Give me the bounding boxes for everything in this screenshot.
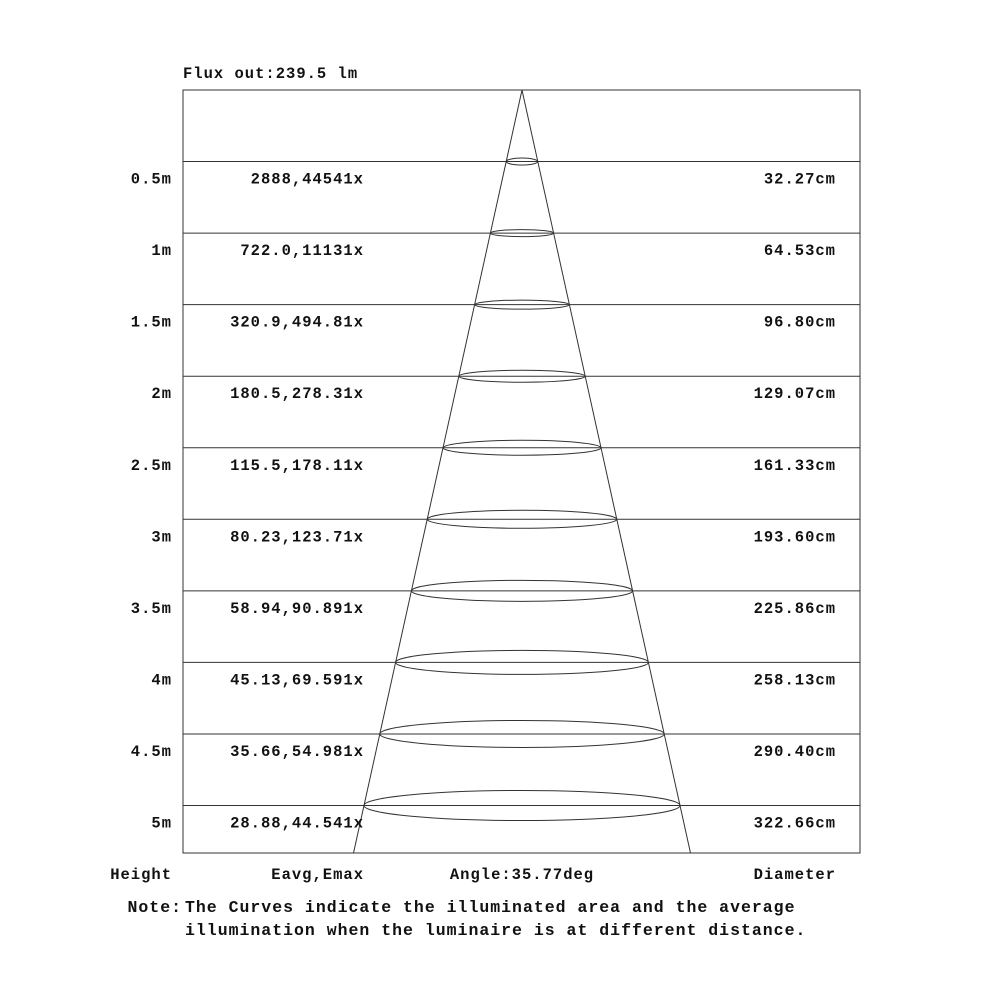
note-prefix: Note: bbox=[127, 898, 182, 917]
footer-height-label: Height bbox=[110, 866, 172, 884]
row-diameter-label: 258.13cm bbox=[753, 671, 836, 690]
row-height-label: 2.5m bbox=[130, 456, 172, 475]
row-illuminance-label: 722.0,11131x bbox=[240, 242, 364, 261]
note-line-1: The Curves indicate the illuminated area and the average bbox=[185, 898, 796, 917]
note-line-2: illumination when the luminaire is at different distance. bbox=[185, 921, 807, 940]
row-diameter-label: 32.27cm bbox=[763, 170, 836, 189]
row-illuminance-label: 2888,44541x bbox=[250, 170, 364, 189]
row-diameter-label: 129.07cm bbox=[753, 385, 836, 404]
row-height-label: 5m bbox=[151, 814, 172, 833]
row-height-label: 3.5m bbox=[130, 599, 172, 618]
row-diameter-label: 290.40cm bbox=[753, 742, 836, 761]
footer-eavg-emax-label: Eavg,Emax bbox=[271, 866, 364, 884]
row-illuminance-label: 320.9,494.81x bbox=[230, 313, 364, 332]
row-illuminance-label: 80.23,123.71x bbox=[230, 528, 364, 547]
beam-cone bbox=[354, 90, 691, 853]
footer-angle-label: Angle:35.77deg bbox=[449, 866, 595, 884]
row-illuminance-label: 115.5,178.11x bbox=[230, 456, 364, 475]
row-illuminance-label: 28.88,44.541x bbox=[230, 814, 364, 833]
row-labels bbox=[131, 171, 836, 833]
row-illuminance-label: 35.66,54.981x bbox=[230, 742, 364, 761]
row-diameter-label: 64.53cm bbox=[763, 242, 836, 261]
row-diameter-label: 322.66cm bbox=[753, 814, 836, 833]
row-diameter-label: 193.60cm bbox=[753, 528, 836, 547]
row-illuminance-label: 180.5,278.31x bbox=[230, 385, 364, 404]
row-height-label: 4m bbox=[151, 671, 172, 690]
row-height-label: 4.5m bbox=[130, 742, 172, 761]
row-height-label: 1m bbox=[151, 242, 172, 261]
row-illuminance-label: 58.94,90.891x bbox=[230, 599, 364, 618]
row-diameter-label: 225.86cm bbox=[753, 599, 836, 618]
row-height-label: 0.5m bbox=[130, 170, 172, 189]
row-height-label: 2m bbox=[151, 385, 172, 404]
flux-label: Flux out:239.5 lm bbox=[183, 65, 359, 83]
cone-left-edge bbox=[354, 90, 522, 853]
row-diameter-label: 96.80cm bbox=[763, 313, 836, 332]
row-illuminance-label: 45.13,69.591x bbox=[230, 671, 364, 690]
row-height-label: 1.5m bbox=[130, 313, 172, 332]
row-height-label: 3m bbox=[151, 528, 172, 547]
cone-right-edge bbox=[522, 90, 690, 853]
row-diameter-label: 161.33cm bbox=[753, 456, 836, 475]
footer-diameter-label: Diameter bbox=[753, 866, 836, 884]
